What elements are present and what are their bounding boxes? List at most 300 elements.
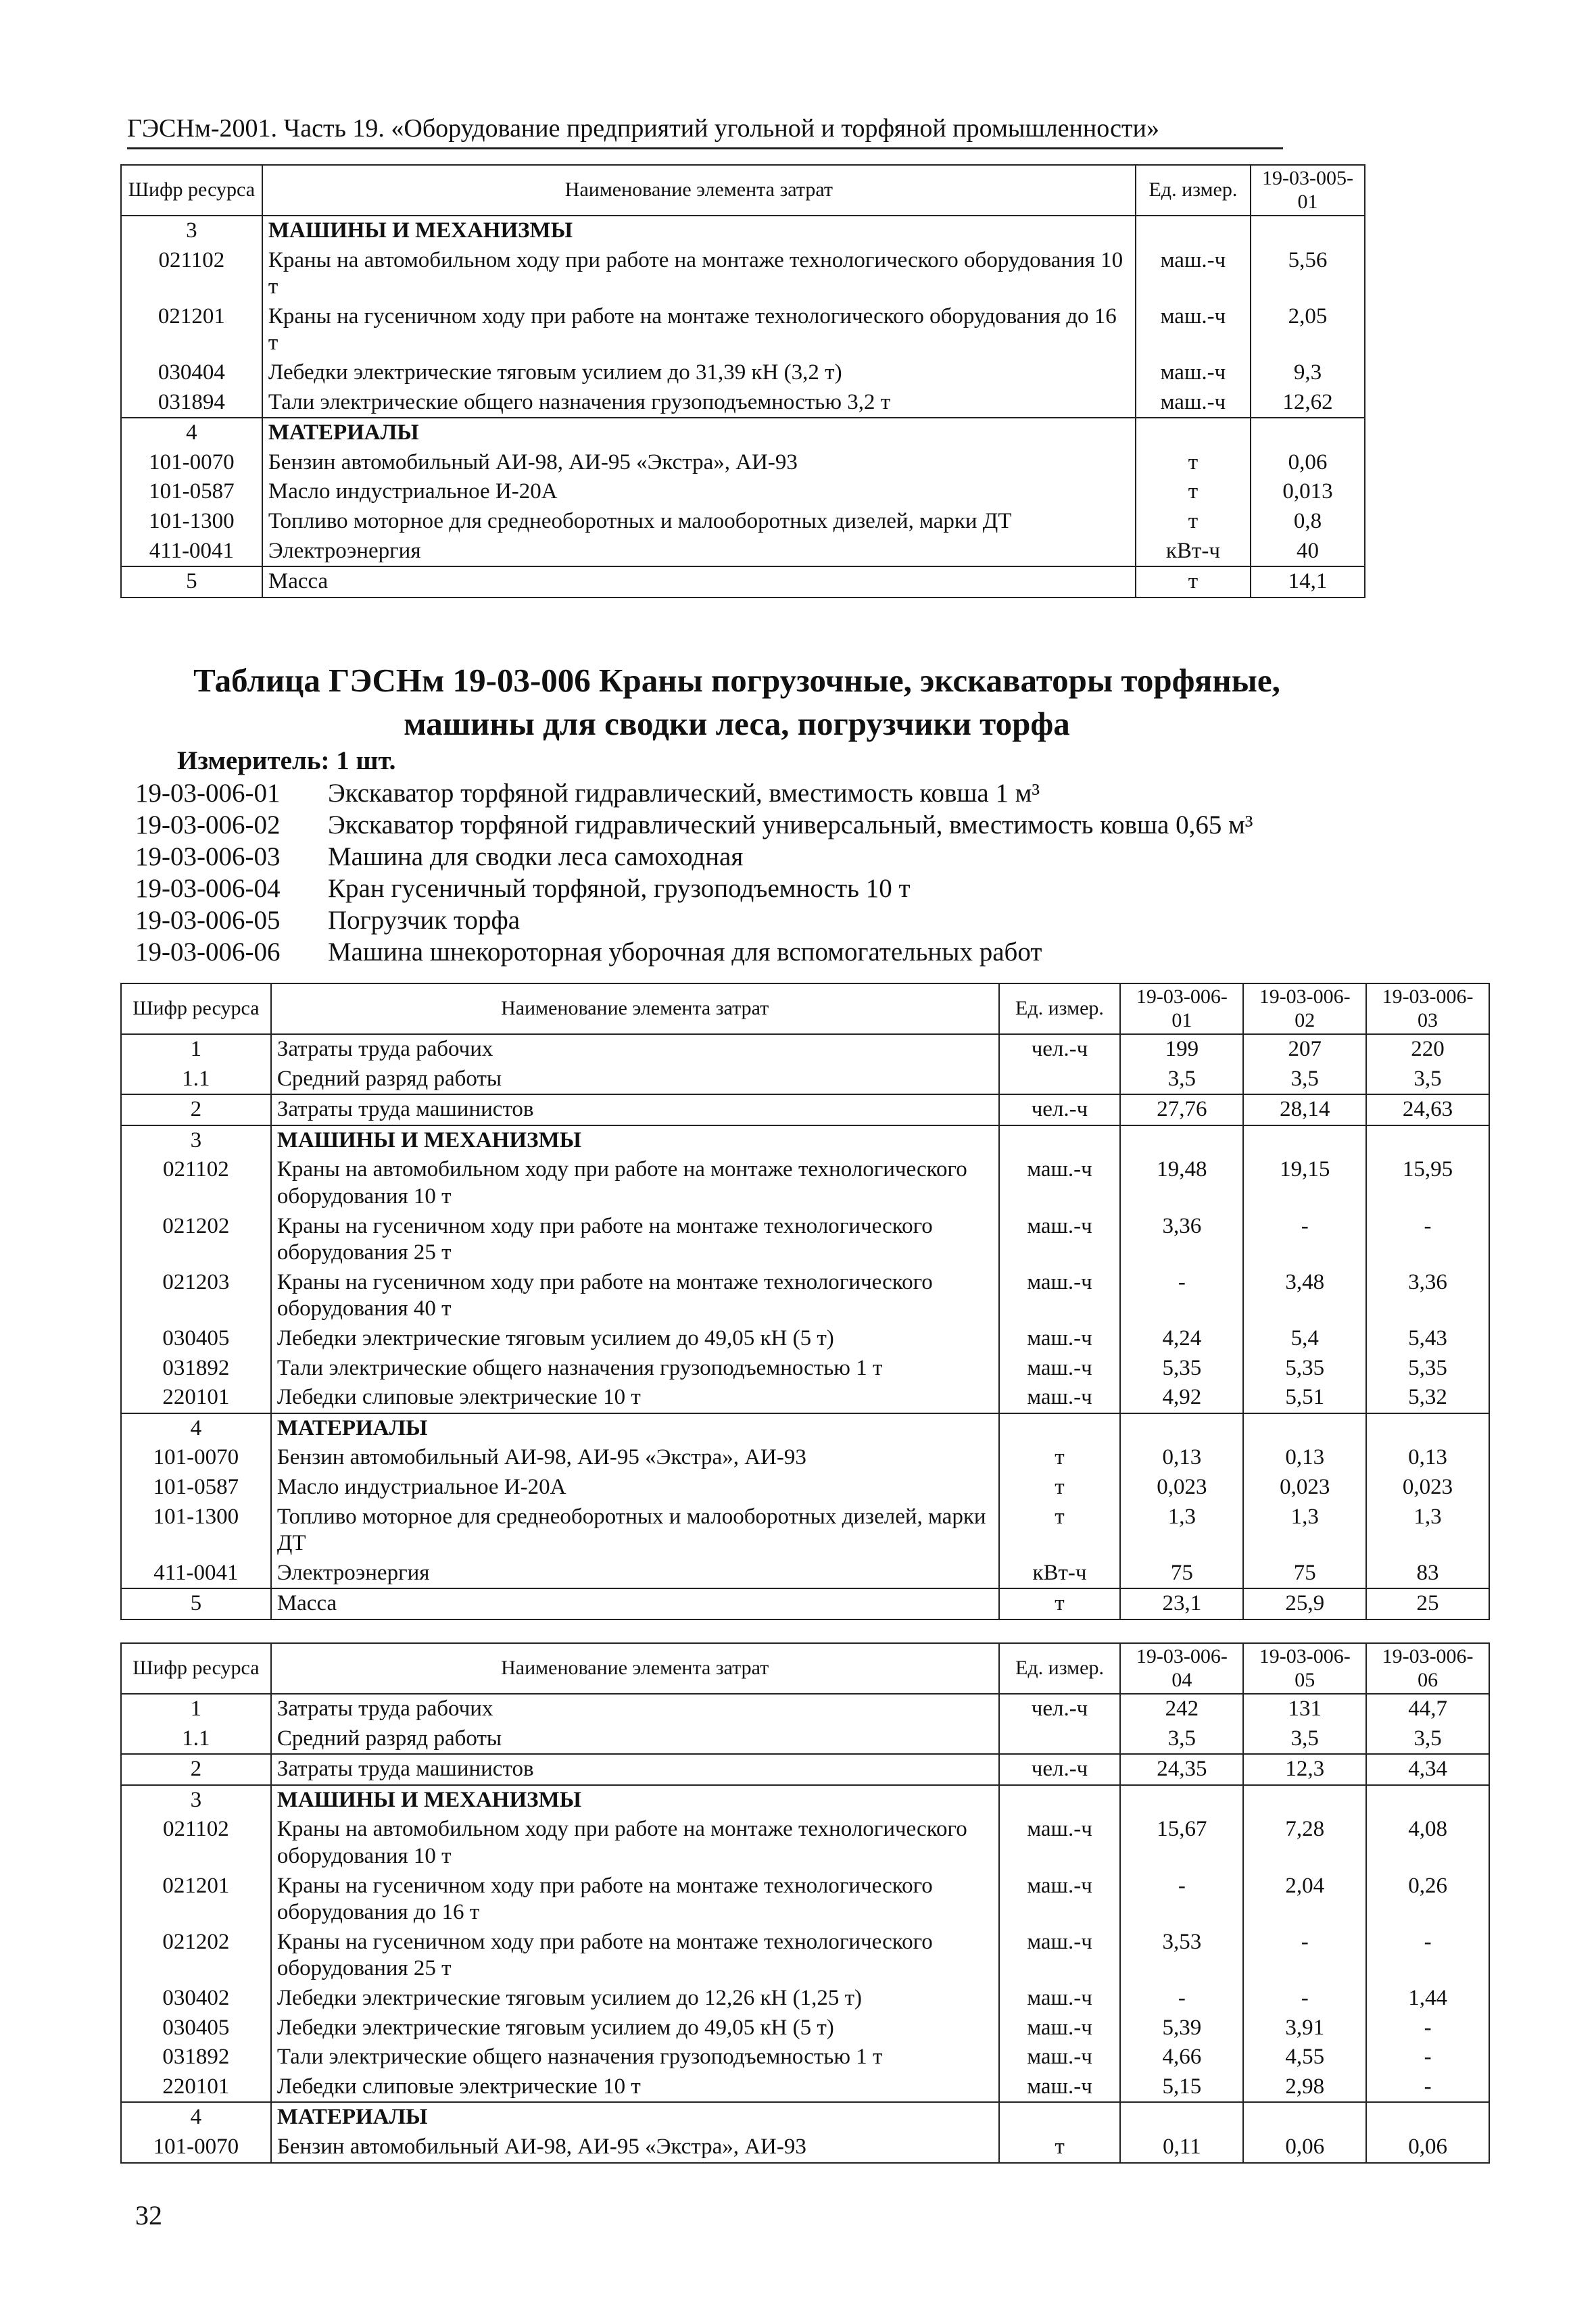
value-cell: 2,05 [1251, 302, 1365, 358]
resource-code: 101-0587 [121, 477, 262, 507]
section-title: МАТЕРИАЛЫ [271, 1413, 999, 1444]
value-cell [1243, 2102, 1366, 2133]
col-header-id: 19-03-006-05 [1243, 1643, 1366, 1694]
unit-cell: т [999, 1588, 1121, 1619]
resource-name: Тали электрические общего назначения грузоподъемностью 3,2 т [262, 388, 1136, 418]
value-cell: 5,43 [1366, 1324, 1489, 1354]
table-row [121, 1928, 1489, 1984]
table-row [121, 1473, 1489, 1503]
resource-name: Бензин автомобильный АИ-98, АИ-95 «Экстра», АИ-93 [271, 2133, 999, 2163]
value-cell: 131 [1243, 1694, 1366, 1724]
table-row [121, 1065, 1489, 1095]
header-row [121, 1643, 1489, 1694]
running-header: ГЭСНм-2001. Часть 19. «Оборудование предприятий угольной и торфяной промышленности» [127, 114, 1283, 149]
section-row [121, 1694, 1489, 1724]
value-cell: 242 [1120, 1694, 1243, 1724]
resource-code: 411-0041 [121, 1559, 271, 1589]
value-cell: 3,36 [1120, 1212, 1243, 1268]
value-cell: 0,06 [1243, 2133, 1366, 2163]
value-cell: 4,66 [1120, 2043, 1243, 2072]
col-header-unit: Ед. измер. [999, 1643, 1121, 1694]
section-row [121, 1125, 1489, 1156]
section-row [121, 216, 1365, 246]
variant-text: Погрузчик торфа [328, 906, 521, 935]
unit-cell: маш.-ч [999, 1872, 1121, 1928]
resource-code: 021201 [121, 1872, 271, 1928]
value-cell: 0,023 [1243, 1473, 1366, 1503]
value-cell: 12,3 [1243, 1754, 1366, 1785]
resource-code: 031892 [121, 1354, 271, 1384]
table-row [121, 1724, 1489, 1755]
variant-list [135, 777, 1253, 968]
unit-cell: маш.-ч [1136, 246, 1251, 302]
value-cell: 0,8 [1251, 507, 1365, 537]
value-cell [1366, 1785, 1489, 1816]
table-row [121, 2014, 1489, 2043]
variant-code: 19-03-006-06 [135, 937, 281, 967]
resource-name: Краны на гусеничном ходу при работе на монтаже технологического оборудования до 16 т [271, 1872, 999, 1928]
unit-cell: маш.-ч [999, 1324, 1121, 1354]
value-cell: 1,44 [1366, 1984, 1489, 2014]
resource-code: 2 [121, 1754, 271, 1785]
table-row [121, 1872, 1489, 1928]
resource-name: Лебедки слиповые электрические 10 т [271, 1383, 999, 1413]
section-row [121, 566, 1365, 598]
table-title: Таблица ГЭСНм 19-03-006 Краны погрузочные, экскаваторы торфяные, машины для сводки леса, погрузчики торфа [193, 662, 1280, 742]
resource-name: Масса [271, 1588, 999, 1619]
resource-code: 101-0070 [121, 1443, 271, 1473]
value-cell: - [1243, 1928, 1366, 1984]
value-cell: 3,36 [1366, 1268, 1489, 1324]
col-header-id: 19-03-006-04 [1120, 1643, 1243, 1694]
meter-value: 1 шт. [336, 746, 396, 775]
value-cell: 1,3 [1243, 1503, 1366, 1559]
resource-code: 031892 [121, 2043, 271, 2072]
value-cell: 9,3 [1251, 358, 1365, 388]
variant-text: Машина шнекороторная уборочная для вспомогательных работ [328, 937, 1042, 967]
resource-name: Краны на гусеничном ходу при работе на монтаже технологического оборудования до 16 т [262, 302, 1136, 358]
unit-cell [999, 1724, 1121, 1755]
resource-name: Краны на автомобильном ходу при работе на монтаже технологического оборудования 10 т [262, 246, 1136, 302]
unit-cell: чел.-ч [999, 1094, 1121, 1125]
section-row [121, 418, 1365, 448]
value-cell: 27,76 [1120, 1094, 1243, 1125]
value-cell [1243, 1785, 1366, 1816]
value-cell: 3,5 [1366, 1724, 1489, 1755]
unit-cell: т [999, 1503, 1121, 1559]
value-cell: - [1366, 1928, 1489, 1984]
resource-code: 101-0070 [121, 448, 262, 478]
variant-item [135, 904, 1253, 936]
unit-cell: маш.-ч [1136, 302, 1251, 358]
section-row [121, 1754, 1489, 1785]
value-cell: 12,62 [1251, 388, 1365, 418]
resource-code: 030405 [121, 1324, 271, 1354]
variant-code: 19-03-006-04 [135, 874, 281, 903]
resource-code: 220101 [121, 2072, 271, 2103]
value-cell [1366, 1125, 1489, 1156]
resource-name: Краны на гусеничном ходу при работе на монтаже технологического оборудования 40 т [271, 1268, 999, 1324]
unit-cell [999, 2102, 1121, 2133]
value-cell: 24,63 [1366, 1094, 1489, 1125]
table-row [121, 448, 1365, 478]
value-cell: 25 [1366, 1588, 1489, 1619]
unit-cell: кВт-ч [1136, 537, 1251, 567]
section-row [121, 1034, 1489, 1065]
value-cell [1120, 1785, 1243, 1816]
resource-name: Электроэнергия [271, 1559, 999, 1589]
resource-code: 101-0070 [121, 2133, 271, 2163]
value-cell: 4,24 [1120, 1324, 1243, 1354]
section-title: МАТЕРИАЛЫ [271, 2102, 999, 2133]
unit-cell: т [1136, 507, 1251, 537]
unit-cell: маш.-ч [999, 1984, 1121, 2014]
resource-code: 021203 [121, 1268, 271, 1324]
value-cell [1243, 1413, 1366, 1444]
table-row [121, 1354, 1489, 1384]
resource-code: 021202 [121, 1928, 271, 1984]
unit-cell: кВт-ч [999, 1559, 1121, 1589]
resource-code: 021102 [121, 1815, 271, 1871]
value-cell: 25,9 [1243, 1588, 1366, 1619]
value-cell: 3,5 [1243, 1065, 1366, 1095]
resource-name: Тали электрические общего назначения грузоподъемностью 1 т [271, 1354, 999, 1384]
resource-code: 1 [121, 1694, 271, 1724]
variant-text: Экскаватор торфяной гидравлический, вместимость ковша 1 м³ [328, 779, 1040, 808]
section-title: МАТЕРИАЛЫ [262, 418, 1136, 448]
resource-name: Средний разряд работы [271, 1724, 999, 1755]
unit-cell [999, 1065, 1121, 1095]
table-row [121, 2072, 1489, 2103]
unit-cell: маш.-ч [999, 1155, 1121, 1211]
resource-name: Бензин автомобильный АИ-98, АИ-95 «Экстра», АИ-93 [271, 1443, 999, 1473]
variant-item [135, 873, 1253, 904]
value-cell: 0,023 [1120, 1473, 1243, 1503]
value-cell: 3,5 [1366, 1065, 1489, 1095]
table-row [121, 1155, 1489, 1211]
value-cell: 5,4 [1243, 1324, 1366, 1354]
value-cell: 0,06 [1366, 2133, 1489, 2163]
resource-name: Краны на гусеничном ходу при работе на монтаже технологического оборудования 25 т [271, 1928, 999, 1984]
unit-cell: маш.-ч [1136, 388, 1251, 418]
unit-cell [999, 1785, 1121, 1816]
resource-name: Лебедки электрические тяговым усилием до 49,05 кН (5 т) [271, 1324, 999, 1354]
unit-cell: т [1136, 448, 1251, 478]
value-cell: 3,5 [1120, 1065, 1243, 1095]
resource-code: 5 [121, 566, 262, 598]
meter-line [177, 746, 395, 776]
table-row [121, 246, 1365, 302]
value-cell: 28,14 [1243, 1094, 1366, 1125]
variant-item [135, 777, 1253, 809]
value-cell [1251, 418, 1365, 448]
resource-code: 3 [121, 1125, 271, 1156]
value-cell: 0,013 [1251, 477, 1365, 507]
unit-cell: чел.-ч [999, 1034, 1121, 1065]
value-cell: 75 [1243, 1559, 1366, 1589]
unit-cell: маш.-ч [999, 1268, 1121, 1324]
value-cell: - [1120, 1984, 1243, 2014]
header-row [121, 983, 1489, 1034]
value-cell: 24,35 [1120, 1754, 1243, 1785]
resource-code: 5 [121, 1588, 271, 1619]
resource-name: Масло индустриальное И-20А [262, 477, 1136, 507]
resource-name: Затраты труда машинистов [271, 1754, 999, 1785]
unit-cell: маш.-ч [999, 1212, 1121, 1268]
resource-name: Краны на автомобильном ходу при работе на монтаже технологического оборудования 10 т [271, 1155, 999, 1211]
resource-code: 021102 [121, 246, 262, 302]
resource-code: 031894 [121, 388, 262, 418]
resource-name: Лебедки электрические тяговым усилием до 49,05 кН (5 т) [271, 2014, 999, 2043]
table-row [121, 2133, 1489, 2163]
resource-code: 030405 [121, 2014, 271, 2043]
value-cell: 3,48 [1243, 1268, 1366, 1324]
value-cell [1120, 1413, 1243, 1444]
resource-code: 220101 [121, 1383, 271, 1413]
section-row [121, 2102, 1489, 2133]
resource-code: 030404 [121, 358, 262, 388]
value-cell: 0,023 [1366, 1473, 1489, 1503]
value-cell: 4,34 [1366, 1754, 1489, 1785]
value-cell: 83 [1366, 1559, 1489, 1589]
table-row [121, 1212, 1489, 1268]
table-row [121, 477, 1365, 507]
table-row [121, 358, 1365, 388]
value-cell: 3,91 [1243, 2014, 1366, 2043]
resource-name: Затраты труда рабочих [271, 1034, 999, 1065]
resource-name: Масло индустриальное И-20А [271, 1473, 999, 1503]
value-cell [1251, 216, 1365, 246]
table-row [121, 537, 1365, 567]
value-cell [1120, 2102, 1243, 2133]
value-cell: 5,32 [1366, 1383, 1489, 1413]
unit-cell: чел.-ч [999, 1754, 1121, 1785]
col-header-name: Наименование элемента затрат [262, 165, 1136, 216]
value-cell: - [1366, 1212, 1489, 1268]
col-header-id: 19-03-006-03 [1366, 983, 1489, 1034]
resource-name: Лебедки электрические тяговым усилием до 12,26 кН (1,25 т) [271, 1984, 999, 2014]
value-cell: 23,1 [1120, 1588, 1243, 1619]
resource-code: 101-1300 [121, 1503, 271, 1559]
value-cell [1243, 1125, 1366, 1156]
col-header-code: Шифр ресурса [121, 165, 262, 216]
resource-name: Топливо моторное для среднеоборотных и малооборотных дизелей, марки ДТ [271, 1503, 999, 1559]
unit-cell: маш.-ч [999, 2014, 1121, 2043]
value-cell: 0,13 [1120, 1443, 1243, 1473]
resource-name: Затраты труда рабочих [271, 1694, 999, 1724]
value-cell: 15,67 [1120, 1815, 1243, 1871]
variant-text: Экскаватор торфяной гидравлический универсальный, вместимость ковша 0,65 м³ [328, 810, 1253, 839]
table-row [121, 507, 1365, 537]
value-cell: 0,13 [1243, 1443, 1366, 1473]
section-row [121, 1785, 1489, 1816]
col-header-unit: Ед. измер. [1136, 165, 1251, 216]
value-cell: 207 [1243, 1034, 1366, 1065]
value-cell: 15,95 [1366, 1155, 1489, 1211]
variant-code: 19-03-006-02 [135, 810, 281, 839]
value-cell: - [1243, 1212, 1366, 1268]
table-row [121, 1383, 1489, 1413]
unit-cell: т [1136, 566, 1251, 598]
section-row [121, 1094, 1489, 1125]
value-cell: 220 [1366, 1034, 1489, 1065]
value-cell: 1,3 [1366, 1503, 1489, 1559]
resource-code: 1 [121, 1034, 271, 1065]
variant-code: 19-03-006-01 [135, 779, 281, 808]
unit-cell [999, 1125, 1121, 1156]
value-cell: - [1366, 2072, 1489, 2103]
unit-cell: т [999, 2133, 1121, 2163]
resource-name: Средний разряд работы [271, 1065, 999, 1095]
table-row [121, 2043, 1489, 2072]
resource-code: 3 [121, 1785, 271, 1816]
col-header-name: Наименование элемента затрат [271, 983, 999, 1034]
value-cell: 0,11 [1120, 2133, 1243, 2163]
value-cell [1120, 1125, 1243, 1156]
table-row [121, 302, 1365, 358]
section-title: МАШИНЫ И МЕХАНИЗМЫ [271, 1125, 999, 1156]
resource-code: 021202 [121, 1212, 271, 1268]
resource-name: Лебедки слиповые электрические 10 т [271, 2072, 999, 2103]
section-row [121, 1413, 1489, 1444]
value-cell: 1,3 [1120, 1503, 1243, 1559]
resource-code: 4 [121, 2102, 271, 2133]
resource-code: 2 [121, 1094, 271, 1125]
value-cell: 5,56 [1251, 246, 1365, 302]
variant-code: 19-03-006-05 [135, 906, 281, 935]
value-cell: 5,35 [1366, 1354, 1489, 1384]
table-row [121, 388, 1365, 418]
col-header-id: 19-03-006-01 [1120, 983, 1243, 1034]
variant-text: Машина для сводки леса самоходная [328, 842, 744, 871]
variant-item [135, 936, 1253, 968]
resource-name: Затраты труда машинистов [271, 1094, 999, 1125]
value-cell: 4,92 [1120, 1383, 1243, 1413]
value-cell: 19,15 [1243, 1155, 1366, 1211]
unit-cell: т [1136, 477, 1251, 507]
variant-item [135, 809, 1253, 841]
table-row [121, 1815, 1489, 1871]
value-cell: 3,53 [1120, 1928, 1243, 1984]
value-cell: 40 [1251, 537, 1365, 567]
unit-cell: маш.-ч [999, 1928, 1121, 1984]
resource-code: 4 [121, 418, 262, 448]
table-row [121, 1984, 1489, 2014]
value-cell: 0,26 [1366, 1872, 1489, 1928]
value-cell: 4,55 [1243, 2043, 1366, 2072]
meter-label: Измеритель: [177, 746, 330, 775]
value-cell: - [1366, 2014, 1489, 2043]
resource-code: 1.1 [121, 1065, 271, 1095]
table-row [121, 1559, 1489, 1589]
resource-code: 021201 [121, 302, 262, 358]
value-cell: 199 [1120, 1034, 1243, 1065]
page-number: 32 [135, 2200, 162, 2231]
resource-name: Топливо моторное для среднеоборотных и малооборотных дизелей, марки ДТ [262, 507, 1136, 537]
variant-item [135, 841, 1253, 873]
unit-cell: маш.-ч [999, 1354, 1121, 1384]
col-header-name: Наименование элемента затрат [271, 1643, 999, 1694]
variant-text: Кран гусеничный торфяной, грузоподъемность 10 т [328, 874, 911, 903]
resource-code: 101-0587 [121, 1473, 271, 1503]
value-cell: - [1366, 2043, 1489, 2072]
resource-name: Бензин автомобильный АИ-98, АИ-95 «Экстра», АИ-93 [262, 448, 1136, 478]
value-cell: 0,13 [1366, 1443, 1489, 1473]
resource-name: Тали электрические общего назначения грузоподъемностью 1 т [271, 2043, 999, 2072]
value-cell: 5,39 [1120, 2014, 1243, 2043]
table-row [121, 1443, 1489, 1473]
section-row [121, 1588, 1489, 1619]
unit-cell: маш.-ч [1136, 358, 1251, 388]
unit-cell: маш.-ч [999, 1815, 1121, 1871]
variant-code: 19-03-006-03 [135, 842, 281, 871]
resource-code: 4 [121, 1413, 271, 1444]
value-cell: 19,48 [1120, 1155, 1243, 1211]
resource-code: 1.1 [121, 1724, 271, 1755]
col-header-id: 19-03-006-02 [1243, 983, 1366, 1034]
value-cell: 5,51 [1243, 1383, 1366, 1413]
unit-cell: маш.-ч [999, 2043, 1121, 2072]
value-cell: - [1120, 1872, 1243, 1928]
unit-cell [1136, 418, 1251, 448]
resource-name: Краны на гусеничном ходу при работе на монтаже технологического оборудования 25 т [271, 1212, 999, 1268]
col-header-unit: Ед. измер. [999, 983, 1121, 1034]
value-cell: 5,15 [1120, 2072, 1243, 2103]
table-row [121, 1268, 1489, 1324]
unit-cell [1136, 216, 1251, 246]
resource-table-19-03-006-04-06 [120, 1642, 1490, 2164]
unit-cell: чел.-ч [999, 1694, 1121, 1724]
unit-cell: маш.-ч [999, 1383, 1121, 1413]
value-cell: 4,08 [1366, 1815, 1489, 1871]
resource-code: 030402 [121, 1984, 271, 2014]
resource-table-19-03-006-01-03 [120, 983, 1490, 1620]
value-cell: 2,04 [1243, 1872, 1366, 1928]
value-cell: 44,7 [1366, 1694, 1489, 1724]
value-cell: 75 [1120, 1559, 1243, 1589]
resource-table-19-03-005 [120, 164, 1365, 598]
value-cell: 0,06 [1251, 448, 1365, 478]
value-cell: 5,35 [1243, 1354, 1366, 1384]
col-header-id: 19-03-005-01 [1251, 165, 1365, 216]
value-cell: - [1120, 1268, 1243, 1324]
resource-name: Электроэнергия [262, 537, 1136, 567]
value-cell: 7,28 [1243, 1815, 1366, 1871]
value-cell: - [1243, 1984, 1366, 2014]
header-row [121, 165, 1365, 216]
value-cell: 5,35 [1120, 1354, 1243, 1384]
resource-name: Масса [262, 566, 1136, 598]
resource-code: 3 [121, 216, 262, 246]
col-header-code: Шифр ресурса [121, 983, 271, 1034]
value-cell [1366, 1413, 1489, 1444]
table-row [121, 1324, 1489, 1354]
col-header-code: Шифр ресурса [121, 1643, 271, 1694]
resource-name: Лебедки электрические тяговым усилием до 31,39 кН (3,2 т) [262, 358, 1136, 388]
resource-name: Краны на автомобильном ходу при работе на монтаже технологического оборудования 10 т [271, 1815, 999, 1871]
value-cell: 2,98 [1243, 2072, 1366, 2103]
unit-cell [999, 1413, 1121, 1444]
section-title: МАШИНЫ И МЕХАНИЗМЫ [262, 216, 1136, 246]
value-cell: 3,5 [1243, 1724, 1366, 1755]
unit-cell: т [999, 1443, 1121, 1473]
unit-cell: маш.-ч [999, 2072, 1121, 2103]
section-title: МАШИНЫ И МЕХАНИЗМЫ [271, 1785, 999, 1816]
unit-cell: т [999, 1473, 1121, 1503]
value-cell [1366, 2102, 1489, 2133]
col-header-id: 19-03-006-06 [1366, 1643, 1489, 1694]
value-cell: 14,1 [1251, 566, 1365, 598]
